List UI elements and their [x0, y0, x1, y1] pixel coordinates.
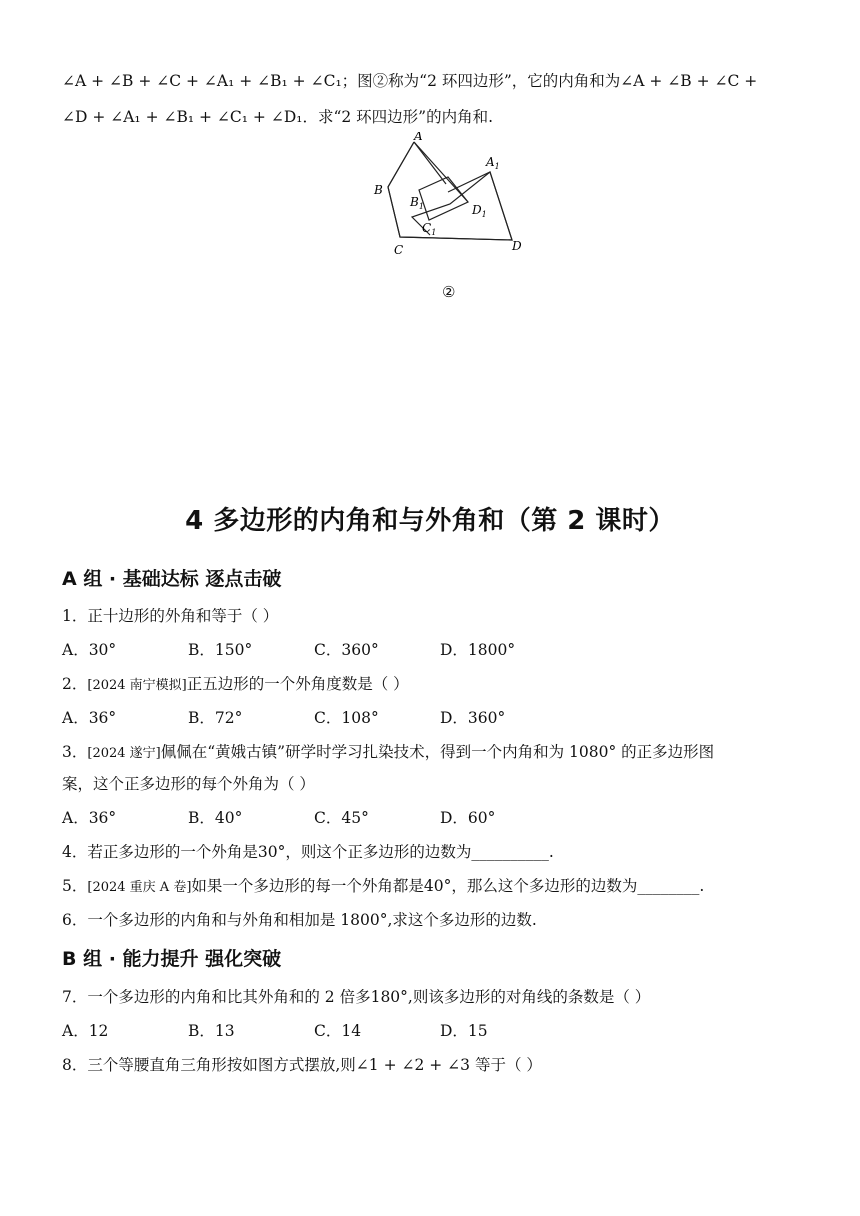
q2-option-b: B．72° [188, 709, 243, 727]
q3-option-b: B．40° [188, 809, 243, 827]
question-4: 4．若正多边形的一个外角是30°，则这个正多边形的边数为__________. [62, 843, 554, 861]
label-D1: $D_1$ [472, 203, 487, 219]
q7-option-b: B．13 [188, 1022, 235, 1040]
q7-option-d: D．15 [440, 1022, 488, 1040]
intro-line-1: ∠A + ∠B + ∠C + ∠A₁ + ∠B₁ + ∠C₁；图②称为“2 环四边形”，它的内角和为∠A + ∠B + ∠C + [62, 72, 758, 90]
label-A1: $A_1$ [486, 155, 500, 171]
q5-number: 5． [62, 877, 88, 895]
question-1: 1．正十边形的外角和等于（ ） [62, 607, 279, 625]
figure-caption: ② [442, 283, 456, 301]
figure-cross-edge [414, 142, 468, 202]
q2-text: 正五边形的一个外角度数是（ ） [186, 675, 409, 693]
label-D: D [512, 239, 522, 253]
question-3-line-1 [62, 741, 714, 765]
q3-source: [2024 遂宁] [87, 746, 161, 761]
label-B1: $B_1$ [410, 195, 424, 211]
label-A: A [414, 132, 423, 143]
q5-source: [2024 重庆 A 卷] [87, 880, 192, 895]
intro-line-2: ∠D + ∠A₁ + ∠B₁ + ∠C₁ + ∠D₁．求“2 环四边形”的内角和. [62, 108, 494, 126]
q1-option-a: A．30° [62, 641, 117, 659]
q1-option-d: D．1800° [440, 641, 516, 659]
lesson-title: 4 多边形的内角和与外角和（第 2 课时） [185, 506, 675, 536]
q1-option-c: C．360° [314, 641, 379, 659]
q5-text: 如果一个多边形的每一个外角都是40°，那么这个多边形的边数为________. [191, 877, 705, 895]
q3-option-d: D．60° [440, 809, 496, 827]
label-C: C [394, 243, 404, 257]
question-6: 6．一个多边形的内角和与外角和相加是 1800°,求这个多边形的边数. [62, 911, 537, 929]
figure-2-svg [360, 132, 540, 262]
q3-number: 3． [62, 743, 88, 761]
question-3-line-2: 案，这个正多边形的每个外角为（ ） [62, 775, 315, 793]
figure-inner-rect [419, 177, 468, 220]
q3-option-c: C．45° [314, 809, 369, 827]
q1-option-b: B．150° [188, 641, 253, 659]
q3-option-a: A．36° [62, 809, 117, 827]
q2-option-d: D．360° [440, 709, 506, 727]
q7-option-c: C．14 [314, 1022, 362, 1040]
q3-text-1: 佩佩在“黄娥古镇”研学时学习扎染技术，得到一个内角和为 1080° 的正多边形图 [160, 743, 715, 761]
q2-number: 2． [62, 675, 88, 693]
q2-source: [2024 南宁模拟] [87, 678, 187, 693]
q7-option-a: A．12 [62, 1022, 109, 1040]
section-b-heading: B 组 · 能力提升 强化突破 [62, 948, 282, 970]
label-B: B [374, 183, 383, 197]
figure-2-ring-quadrilateral [360, 132, 540, 266]
question-2 [62, 673, 409, 697]
q2-option-a: A．36° [62, 709, 117, 727]
question-7: 7．一个多边形的内角和比其外角和的 2 倍多180°,则该多边形的对角线的条数是（ ） [62, 988, 651, 1006]
question-5 [62, 875, 704, 899]
section-a-heading: A 组 · 基础达标 逐点击破 [62, 568, 282, 590]
question-8: 8．三个等腰直角三角形按如图方式摆放,则∠1 + ∠2 + ∠3 等于（ ） [62, 1056, 542, 1074]
label-C1: $C_1$ [422, 221, 437, 237]
q2-option-c: C．108° [314, 709, 379, 727]
